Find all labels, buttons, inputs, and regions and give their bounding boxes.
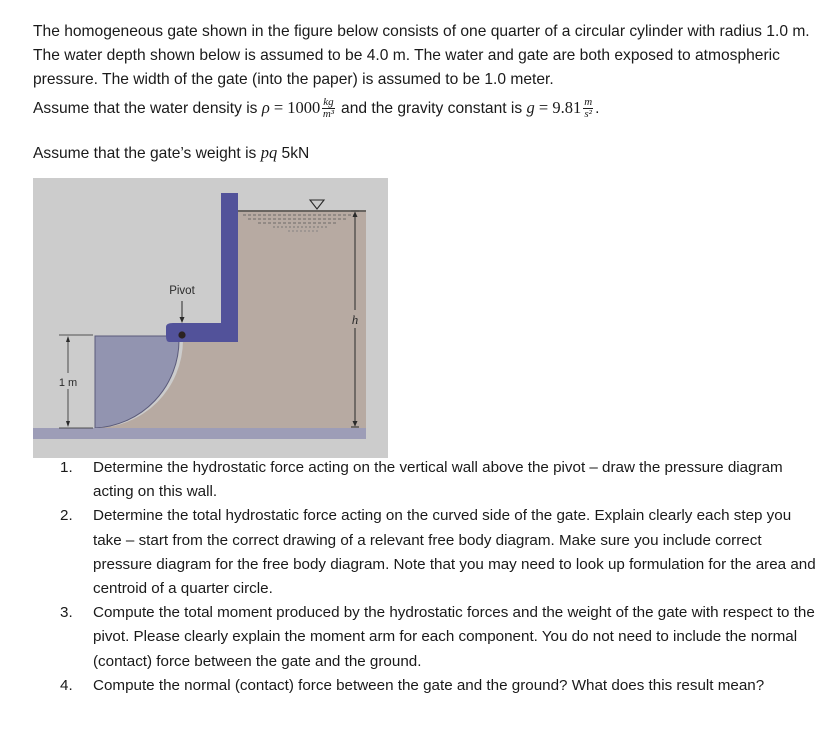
rho-symbol: ρ [261,98,270,117]
question-number: 1. [60,459,73,476]
weight-suffix: 5kN [277,145,310,162]
question-text: Determine the total hydrostatic force acting on the curved side of the gate. Explain clearly each step you take – start from the correct drawing of a relevant free body diagram. Make sure you include correct pressure diagram for the free body diagram. Note that you may need to look up formulation for the area and centroid of a quarter circle. [93,507,816,598]
question-number: 4. [60,676,73,694]
question-text: Determine the hydrostatic force acting on the vertical wall above the pivot – draw the pressure diagram acting on this wall. [93,459,783,501]
question-number: 3. [60,604,73,622]
question-text: Compute the normal (contact) force between the gate and the ground? What does this result mean? [93,676,765,694]
pivot-label: Pivot [169,285,195,297]
question-item [33,601,823,674]
question-item [33,456,823,504]
density-prefix: Assume that the water density is [33,100,262,117]
density-suffix: . [595,100,600,117]
weight-statement [33,141,823,166]
density-middle: and the gravity constant is [336,100,527,117]
density-statement [33,96,823,121]
question-number: 2. [60,507,73,525]
rho-value: = 1000 [269,98,321,117]
problem-intro: The homogeneous gate shown in the figure below consists of one quarter of a circular cylinder with radius 1.0 m. The water depth shown below is assumed to be 4.0 m. The water and gate are both exposed to atmospheric pressure. The width of the gate (into the paper) is assumed to be 1.0 meter. [33,23,810,88]
g-unit-fraction [583,97,593,120]
rho-unit-denominator: m³ [322,108,335,121]
question-text: Compute the total moment produced by the hydrostatic forces and the weight of the gate with respect to the pivot. Please clearly explain the moment arm for each component. You do not need to include the normal (contact) force between the gate and the ground. [93,604,815,670]
question-item [33,504,823,601]
weight-prefix: Assume that the gate’s weight is [33,145,261,162]
gate-figure [33,178,388,458]
question-list [33,456,823,698]
rho-unit-fraction [322,97,334,120]
pivot-point [178,331,185,338]
g-symbol: g [526,98,535,117]
g-unit-numerator: m [584,96,593,109]
radius-label: 1 m [58,377,78,389]
depth-label: h [351,312,359,327]
rho-unit-numerator: kg [323,96,334,109]
g-value: = 9.81 [534,98,582,117]
ground [33,428,366,439]
weight-math: pq [260,143,278,162]
g-unit-denominator: s² [584,108,592,121]
question-item [33,674,823,698]
